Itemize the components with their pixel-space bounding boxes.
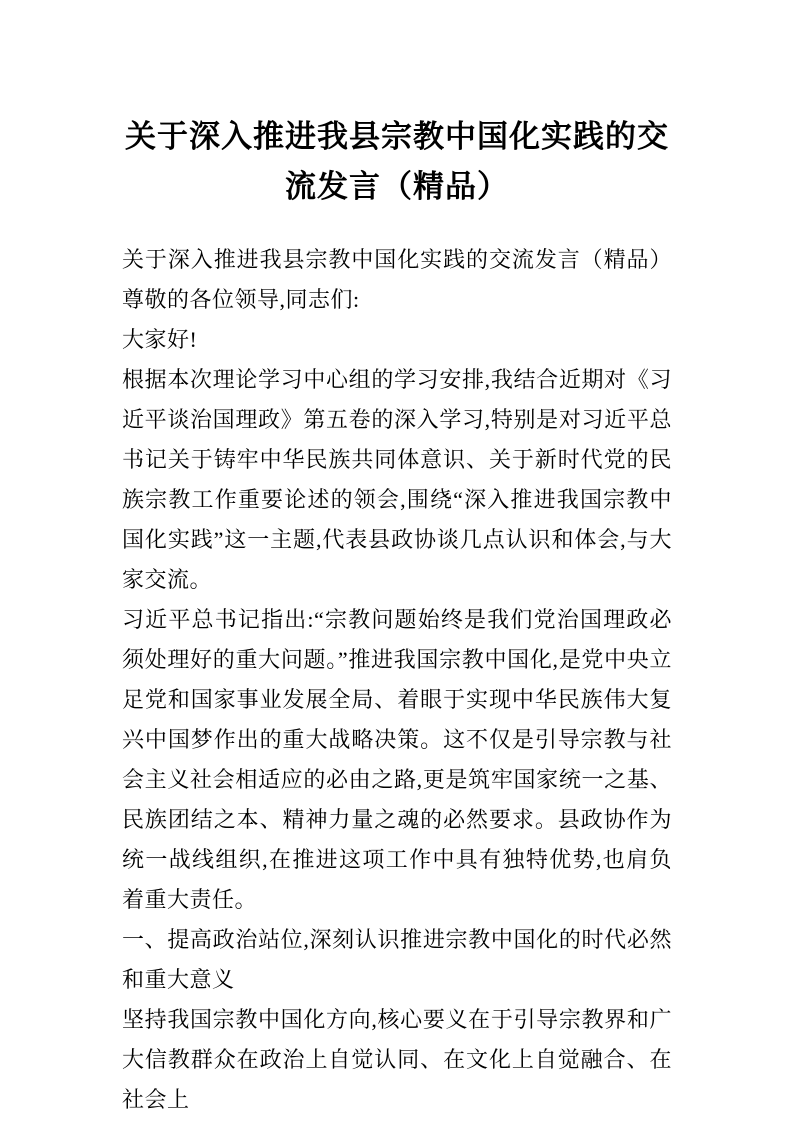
paragraph-salutation: 关于深入推进我县宗教中国化实践的交流发言（精品）尊敬的各位领导,同志们: (122, 247, 672, 312)
paragraph-greeting: 大家好! (122, 327, 198, 352)
paragraph-section-one-body: 坚持我国宗教中国化方向,核心要义在于引导宗教界和广大信教群众在政治上自觉认同、在文化上自觉融合、在社会上 (122, 1007, 672, 1112)
document-title: 关于深入推进我县宗教中国化实践的交流发言（精品） (125, 119, 669, 204)
paragraph-quote-importance: 习近平总书记指出:“宗教问题始终是我们党治国理政必须处理好的重大问题。”推进我国宗教中国化,是党中央立足党和国家事业发展全局、着眼于实现中华民族伟大复兴中国梦作出的重大战略决策。这不仅是引导宗教与社会主义社会相适应的必由之路,更是筑牢国家统一之基、民族团结之本、精神力量之魂的必然要求。县政协作为统一战线组织,在推进这项工作中具有独特优势,也肩负着重大责任。 (122, 607, 672, 912)
section-heading-one: 一、提高政治站位,深刻认识推进宗教中国化的时代必然和重大意义 (122, 927, 672, 992)
paragraph-intro: 根据本次理论学习中心组的学习安排,我结合近期对《习近平谈治国理政》第五卷的深入学习,特别是对习近平总书记关于铸牢中华民族共同体意识、关于新时代党的民族宗教工作重要论述的领会,围绕“深入推进我国宗教中国化实践”这一主题,代表县政协谈几点认识和体会,与大家交流。 (122, 367, 672, 592)
document-body (122, 240, 672, 1120)
